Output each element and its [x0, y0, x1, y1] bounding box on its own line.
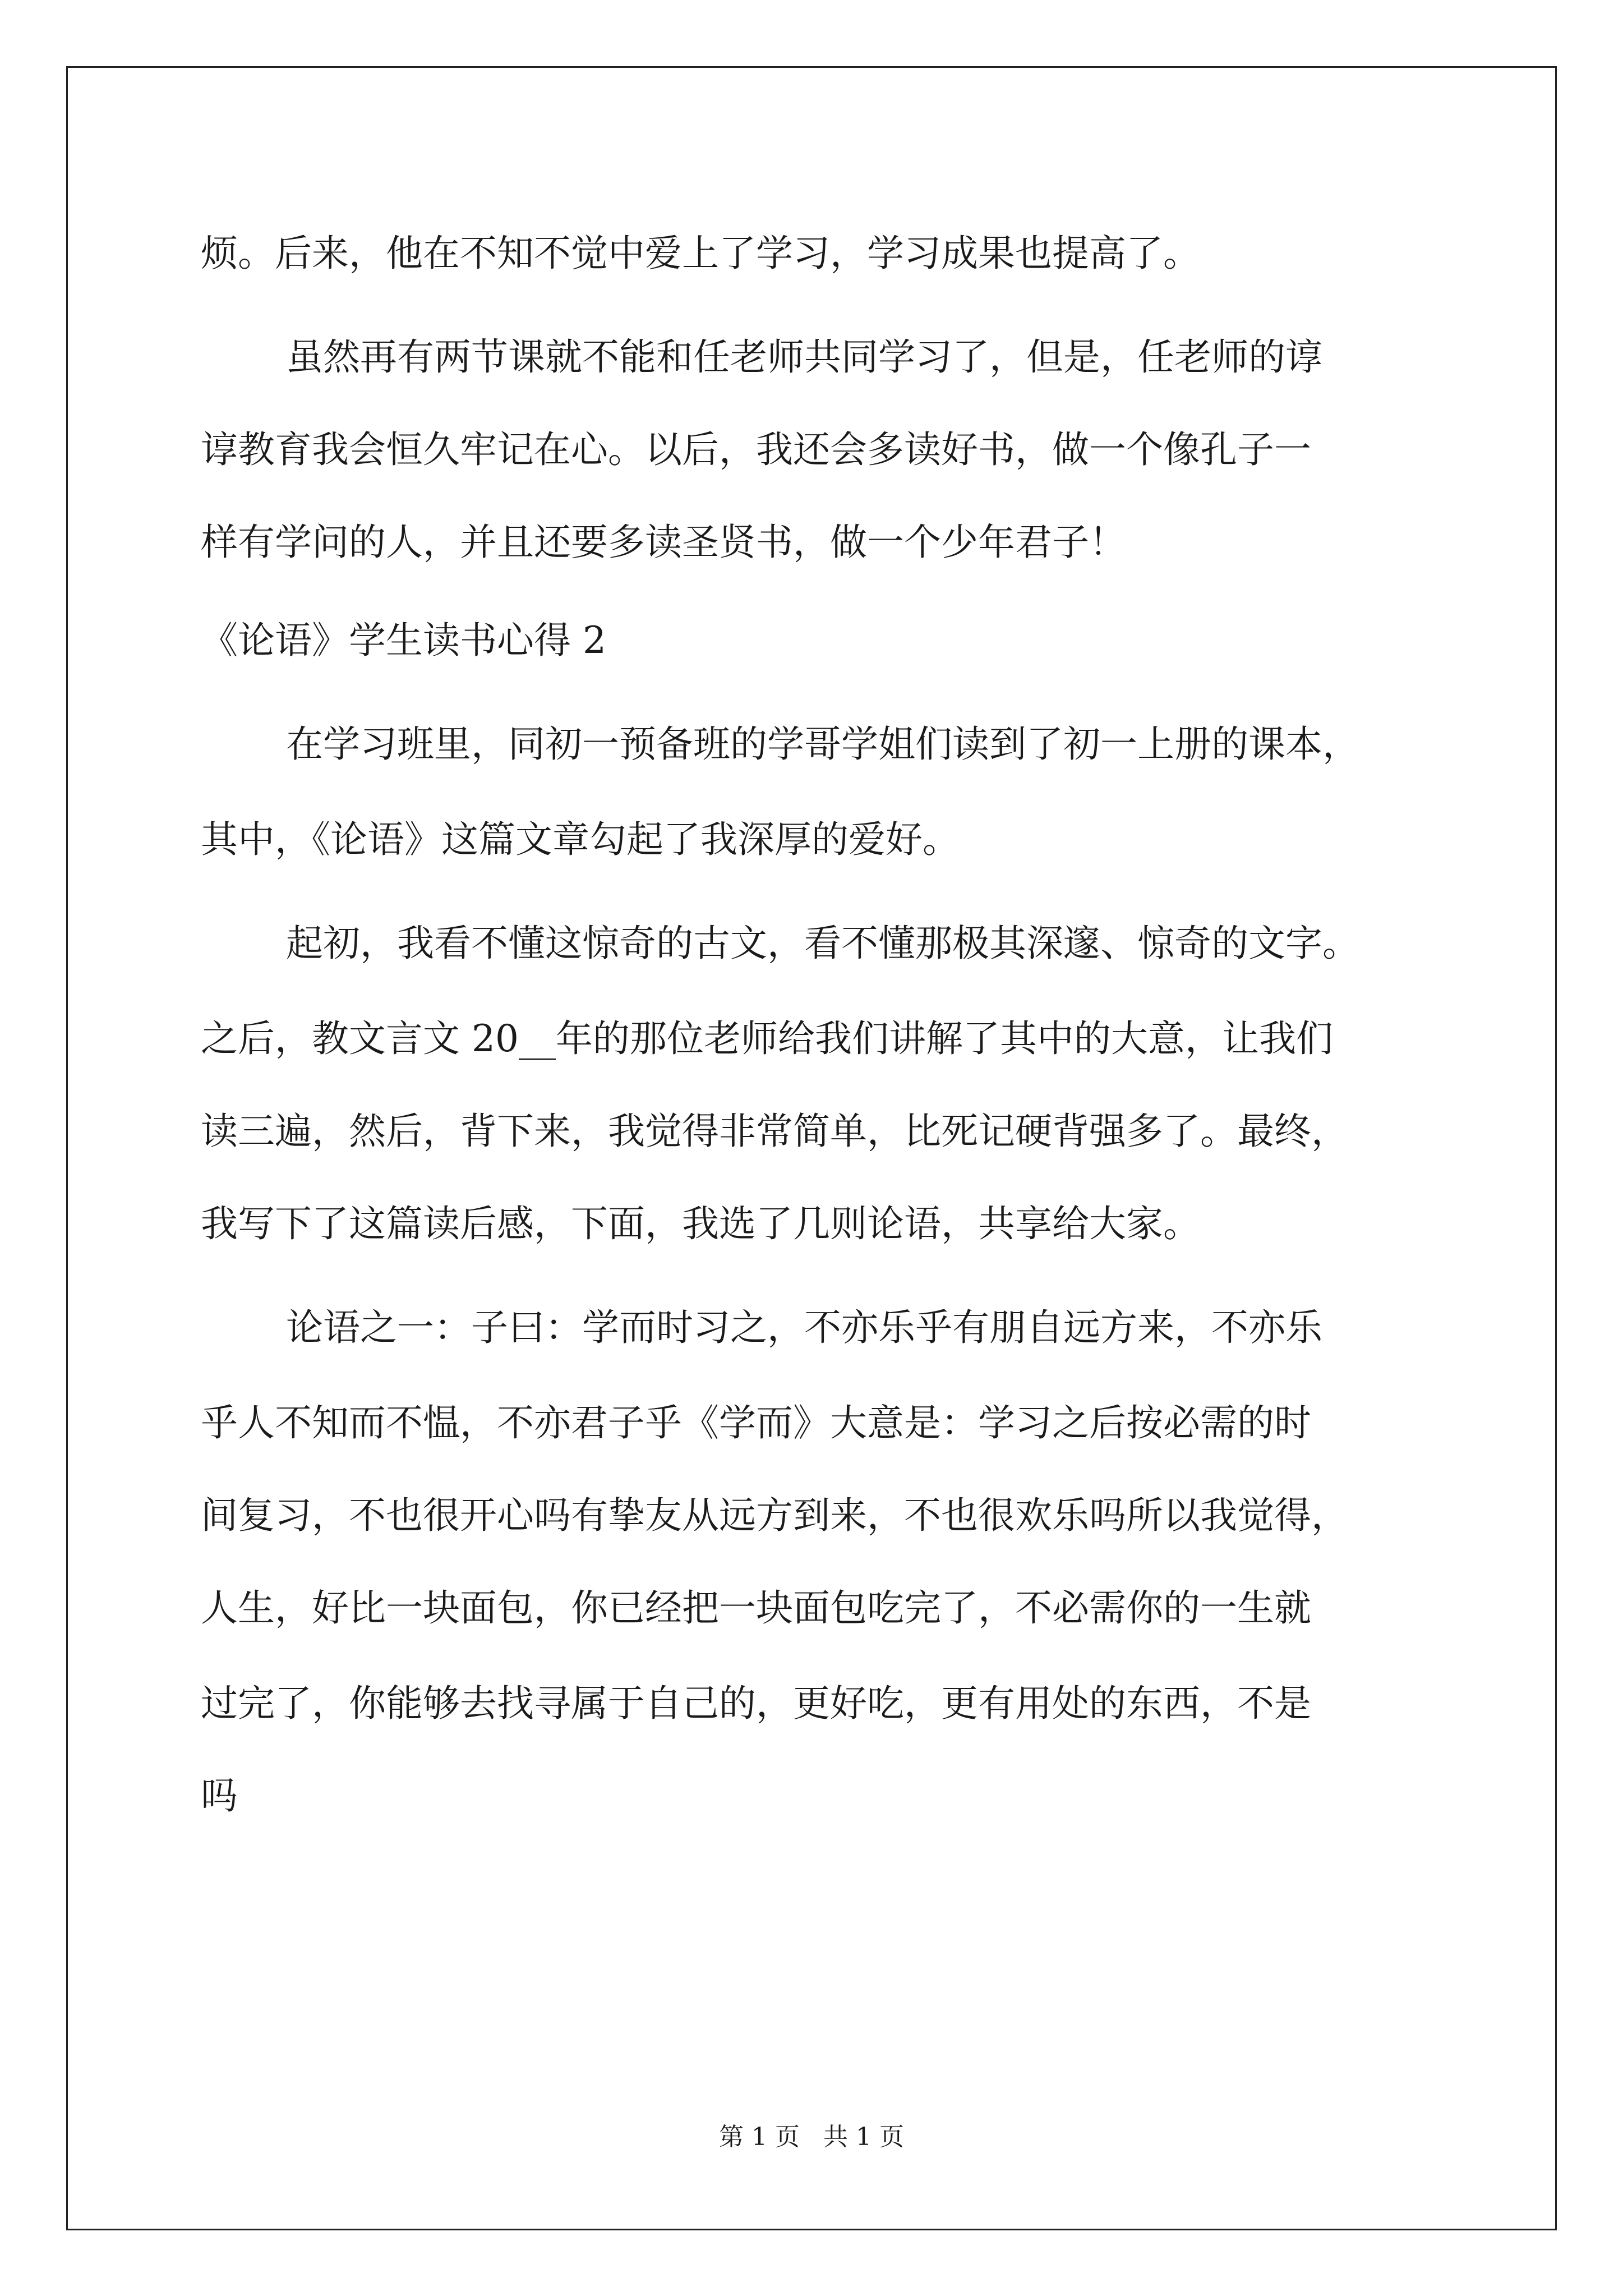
text-line-6: 在学习班里，同初一预备班的学哥学姐们读到了初一上册的课本，: [286, 723, 1359, 766]
text-line-10: 读三遍，然后，背下来，我觉得非常简单，比死记硬背强多了。最终，: [201, 1110, 1348, 1153]
text-line-2: 虽然再有两节课就不能和任老师共同学习了，但是，任老师的谆: [286, 335, 1322, 379]
text-line-12: 论语之一：子曰：学而时习之，不亦乐乎有朋自远方来，不亦乐: [286, 1306, 1322, 1349]
text-line-15: 人生，好比一块面包，你已经把一块面包吃完了，不必需你的一生就: [201, 1586, 1311, 1630]
text-line-9: 之后，教文言文 20__年的那位老师给我们讲解了其中的大意，让我们: [201, 1017, 1333, 1060]
section-heading: 《论语》学生读书心得 2: [201, 619, 606, 662]
page-footer: 第 1 页 共 1 页: [719, 2123, 904, 2151]
text-line-8: 起初，我看不懂这惊奇的古文，看不懂那极其深邃、惊奇的文字。: [286, 922, 1359, 965]
text-line-4: 样有学问的人，并且还要多读圣贤书，做一个少年君子！: [201, 521, 1126, 564]
text-line-1: 烦。后来，他在不知不觉中爱上了学习，学习成果也提高了。: [201, 232, 1200, 275]
text-line-7: 其中，《论语》这篇文章勾起了我深厚的爱好。: [201, 818, 960, 861]
text-line-11: 我写下了这篇读后感，下面，我选了几则论语，共享给大家。: [201, 1202, 1200, 1245]
text-line-14: 间复习，不也很开心吗有挚友从远方到来，不也很欢乐吗所以我觉得，: [201, 1494, 1348, 1537]
text-line-17: 吗: [201, 1774, 238, 1818]
text-line-3: 谆教育我会恒久牢记在心。以后，我还会多读好书，做一个像孔子一: [201, 428, 1311, 471]
text-line-13: 乎人不知而不愠，不亦君子乎《学而》大意是：学习之后按必需的时: [201, 1401, 1311, 1444]
text-line-16: 过完了，你能够去找寻属于自己的，更好吃，更有用处的东西，不是: [201, 1682, 1311, 1725]
